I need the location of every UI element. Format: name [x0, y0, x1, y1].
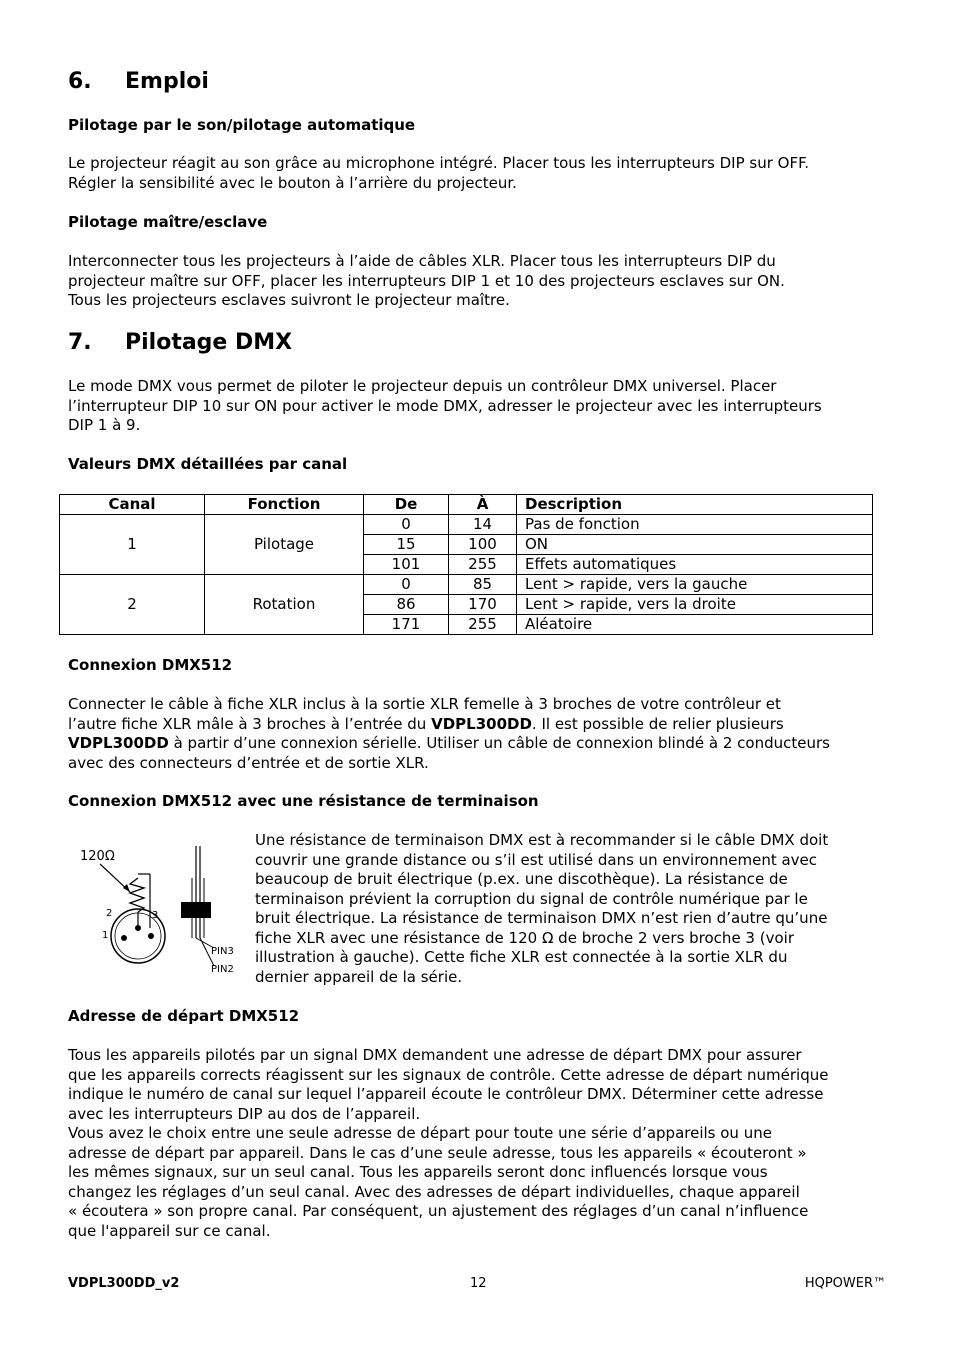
cell-description: Effets automatiques — [517, 555, 873, 575]
text-line: fiche XLR avec une résistance de 120 Ω de broche 2 vers broche 3 (voir — [255, 928, 794, 947]
paragraph-master-slave — [68, 252, 785, 311]
cell-fonction: Pilotage — [205, 515, 364, 575]
table-row — [60, 515, 873, 535]
table-header-row — [60, 495, 873, 515]
section-number: 7. — [68, 330, 92, 355]
cell-de: 15 — [364, 535, 449, 555]
cell-description: Lent > rapide, vers la gauche — [517, 575, 873, 595]
subheading-dmx-values: Valeurs DMX détaillées par canal — [68, 455, 348, 473]
text-line: Interconnecter tous les projecteurs à l’aide de câbles XLR. Placer tous les interrupteurs DIP du — [68, 252, 776, 270]
cell-a: 170 — [449, 595, 517, 615]
xlr-pin — [135, 925, 141, 931]
text-line: Connecter le câble à fiche XLR inclus à la sortie XLR femelle à 3 broches de votre contrôleur et — [68, 695, 781, 713]
text-line: « écoutera » son propre canal. Par conséquent, un ajustement des réglages d’un canal n’influence — [68, 1202, 809, 1220]
text-line: que les appareils corrects réagissent sur les signaux de contrôle. Cette adresse de départ numérique — [68, 1065, 829, 1084]
text-line: Vous avez le choix entre une seule adresse de départ pour toute une série d’appareils ou une — [68, 1124, 772, 1142]
text-span: à partir d’une connexion sérielle. Utiliser un câble de connexion blindé à 2 conducteurs — [168, 734, 830, 752]
pin2-label: PIN2 — [211, 964, 234, 975]
text-line — [68, 734, 830, 754]
footer-model: VDPL300DD_v2 — [68, 1276, 180, 1291]
subheading-dmx512-connection: Connexion DMX512 — [68, 656, 233, 674]
paragraph-termination — [255, 831, 828, 987]
cell-fonction: Rotation — [205, 575, 364, 635]
resistor-zigzag — [130, 878, 144, 912]
section-title: Emploi — [125, 69, 209, 94]
text-line: DIP 1 à 9. — [68, 416, 141, 434]
section-title: Pilotage DMX — [125, 330, 293, 355]
text-span: l’autre fiche XLR mâle à 3 broches à l’entrée du — [68, 714, 432, 733]
xlr-pin — [148, 933, 154, 939]
resistor-body — [181, 902, 211, 918]
text-line: bruit électrique. La résistance de terminaison DMX n’est rien d’autre qu’une — [255, 909, 828, 927]
cell-de: 101 — [364, 555, 449, 575]
product-name: VDPL300DD — [68, 734, 169, 752]
cell-a: 255 — [449, 555, 517, 575]
section-number: 6. — [68, 69, 92, 94]
cell-description: Aléatoire — [517, 615, 873, 635]
text-line: Le mode DMX vous permet de piloter le projecteur depuis un contrôleur DMX universel. Placer — [68, 377, 777, 395]
xlr-termination-diagram — [78, 838, 240, 978]
cell-a: 85 — [449, 575, 517, 595]
cell-a: 255 — [449, 615, 517, 635]
text-line: couvrir une grande distance ou s’il est utilisé dans un environnement avec — [255, 850, 818, 869]
col-header-description: Description — [517, 495, 873, 515]
subheading-sound-control: Pilotage par le son/pilotage automatique — [68, 116, 416, 134]
text-line: illustration à gauche). Cette fiche XLR est connectée à la sortie XLR du — [255, 948, 788, 966]
cell-de: 86 — [364, 595, 449, 615]
cell-description: ON — [517, 535, 873, 555]
section-6-heading — [68, 69, 209, 94]
text-line: avec les interrupteurs DIP au dos de l’appareil. — [68, 1104, 421, 1123]
footer-brand: HQPOWER™ — [804, 1276, 886, 1291]
text-line: adresse de départ par appareil. Dans le cas d’une seule adresse, tous les appareils « écouteront » — [68, 1143, 807, 1162]
text-line: projecteur maître sur OFF, placer les interrupteurs DIP 1 et 10 des projecteurs esclaves sur ON. — [68, 271, 785, 290]
text-line — [68, 715, 830, 735]
pin-number-label: 3 — [152, 910, 159, 921]
text-line: que l'appareil sur ce canal. — [68, 1221, 271, 1240]
text-line: changez les réglages d’un seul canal. Avec des adresses de départ individuelles, chaque appareil — [68, 1182, 800, 1201]
text-line: beaucoup de bruit électrique (p.ex. une discothèque). La résistance de — [255, 870, 788, 888]
text-line: avec des connecteurs d’entrée et de sortie XLR. — [68, 753, 429, 772]
arrow-head-icon — [123, 884, 130, 892]
text-span: . Il est possible de relier plusieurs — [531, 714, 784, 733]
text-line: Le projecteur réagit au son grâce au microphone intégré. Placer tous les interrupteurs DIP sur OFF. — [68, 154, 810, 172]
footer-page-number: 12 — [470, 1276, 487, 1291]
paragraph-start-address — [68, 1046, 828, 1241]
cell-canal: 2 — [60, 575, 205, 635]
subheading-master-slave: Pilotage maître/esclave — [68, 213, 268, 231]
cell-a: 100 — [449, 535, 517, 555]
product-name: VDPL300DD — [431, 714, 532, 733]
paragraph-sound-control — [68, 154, 809, 193]
cell-de: 0 — [364, 575, 449, 595]
pin-number-label: 2 — [106, 908, 113, 919]
text-line: Une résistance de terminaison DMX est à recommander si le câble DMX doit — [255, 831, 829, 849]
subheading-start-address: Adresse de départ DMX512 — [68, 1007, 300, 1025]
section-7-heading — [68, 330, 292, 355]
cell-description: Lent > rapide, vers la droite — [517, 595, 873, 615]
resistor-label: 120Ω — [80, 849, 115, 864]
paragraph-dmx-intro — [68, 377, 822, 436]
text-line: Tous les appareils pilotés par un signal DMX demandent une adresse de départ DMX pour assurer — [68, 1046, 802, 1064]
pin3-label: PIN3 — [211, 946, 234, 957]
paragraph-dmx512-connection — [68, 695, 830, 773]
col-header-fonction: Fonction — [205, 495, 364, 515]
pin-number-label: 1 — [102, 930, 109, 941]
cell-description: Pas de fonction — [517, 515, 873, 535]
cell-a: 14 — [449, 515, 517, 535]
text-line: l’interrupteur DIP 10 sur ON pour activer le mode DMX, adresser le projecteur avec les interrupteurs — [68, 396, 822, 415]
col-header-de: De — [364, 495, 449, 515]
table-row — [60, 575, 873, 595]
text-line: indique le numéro de canal sur lequel l’appareil écoute le contrôleur DMX. Déterminer cette adresse — [68, 1085, 824, 1103]
dmx-channel-table — [59, 494, 873, 635]
text-line: Régler la sensibilité avec le bouton à l’arrière du projecteur. — [68, 173, 517, 192]
xlr-pin — [121, 935, 127, 941]
cell-canal: 1 — [60, 515, 205, 575]
text-line: terminaison prévient la corruption du signal de contrôle numérique par le — [255, 889, 808, 908]
col-header-canal: Canal — [60, 495, 205, 515]
text-line: les mêmes signaux, sur un seul canal. Tous les appareils seront donc influencés lorsque vous — [68, 1163, 768, 1181]
cell-de: 0 — [364, 515, 449, 535]
subheading-termination: Connexion DMX512 avec une résistance de terminaison — [68, 792, 539, 810]
text-line: dernier appareil de la série. — [255, 967, 463, 986]
col-header-a: À — [449, 495, 517, 515]
cell-de: 171 — [364, 615, 449, 635]
text-line: Tous les projecteurs esclaves suivront le projecteur maître. — [68, 291, 510, 309]
